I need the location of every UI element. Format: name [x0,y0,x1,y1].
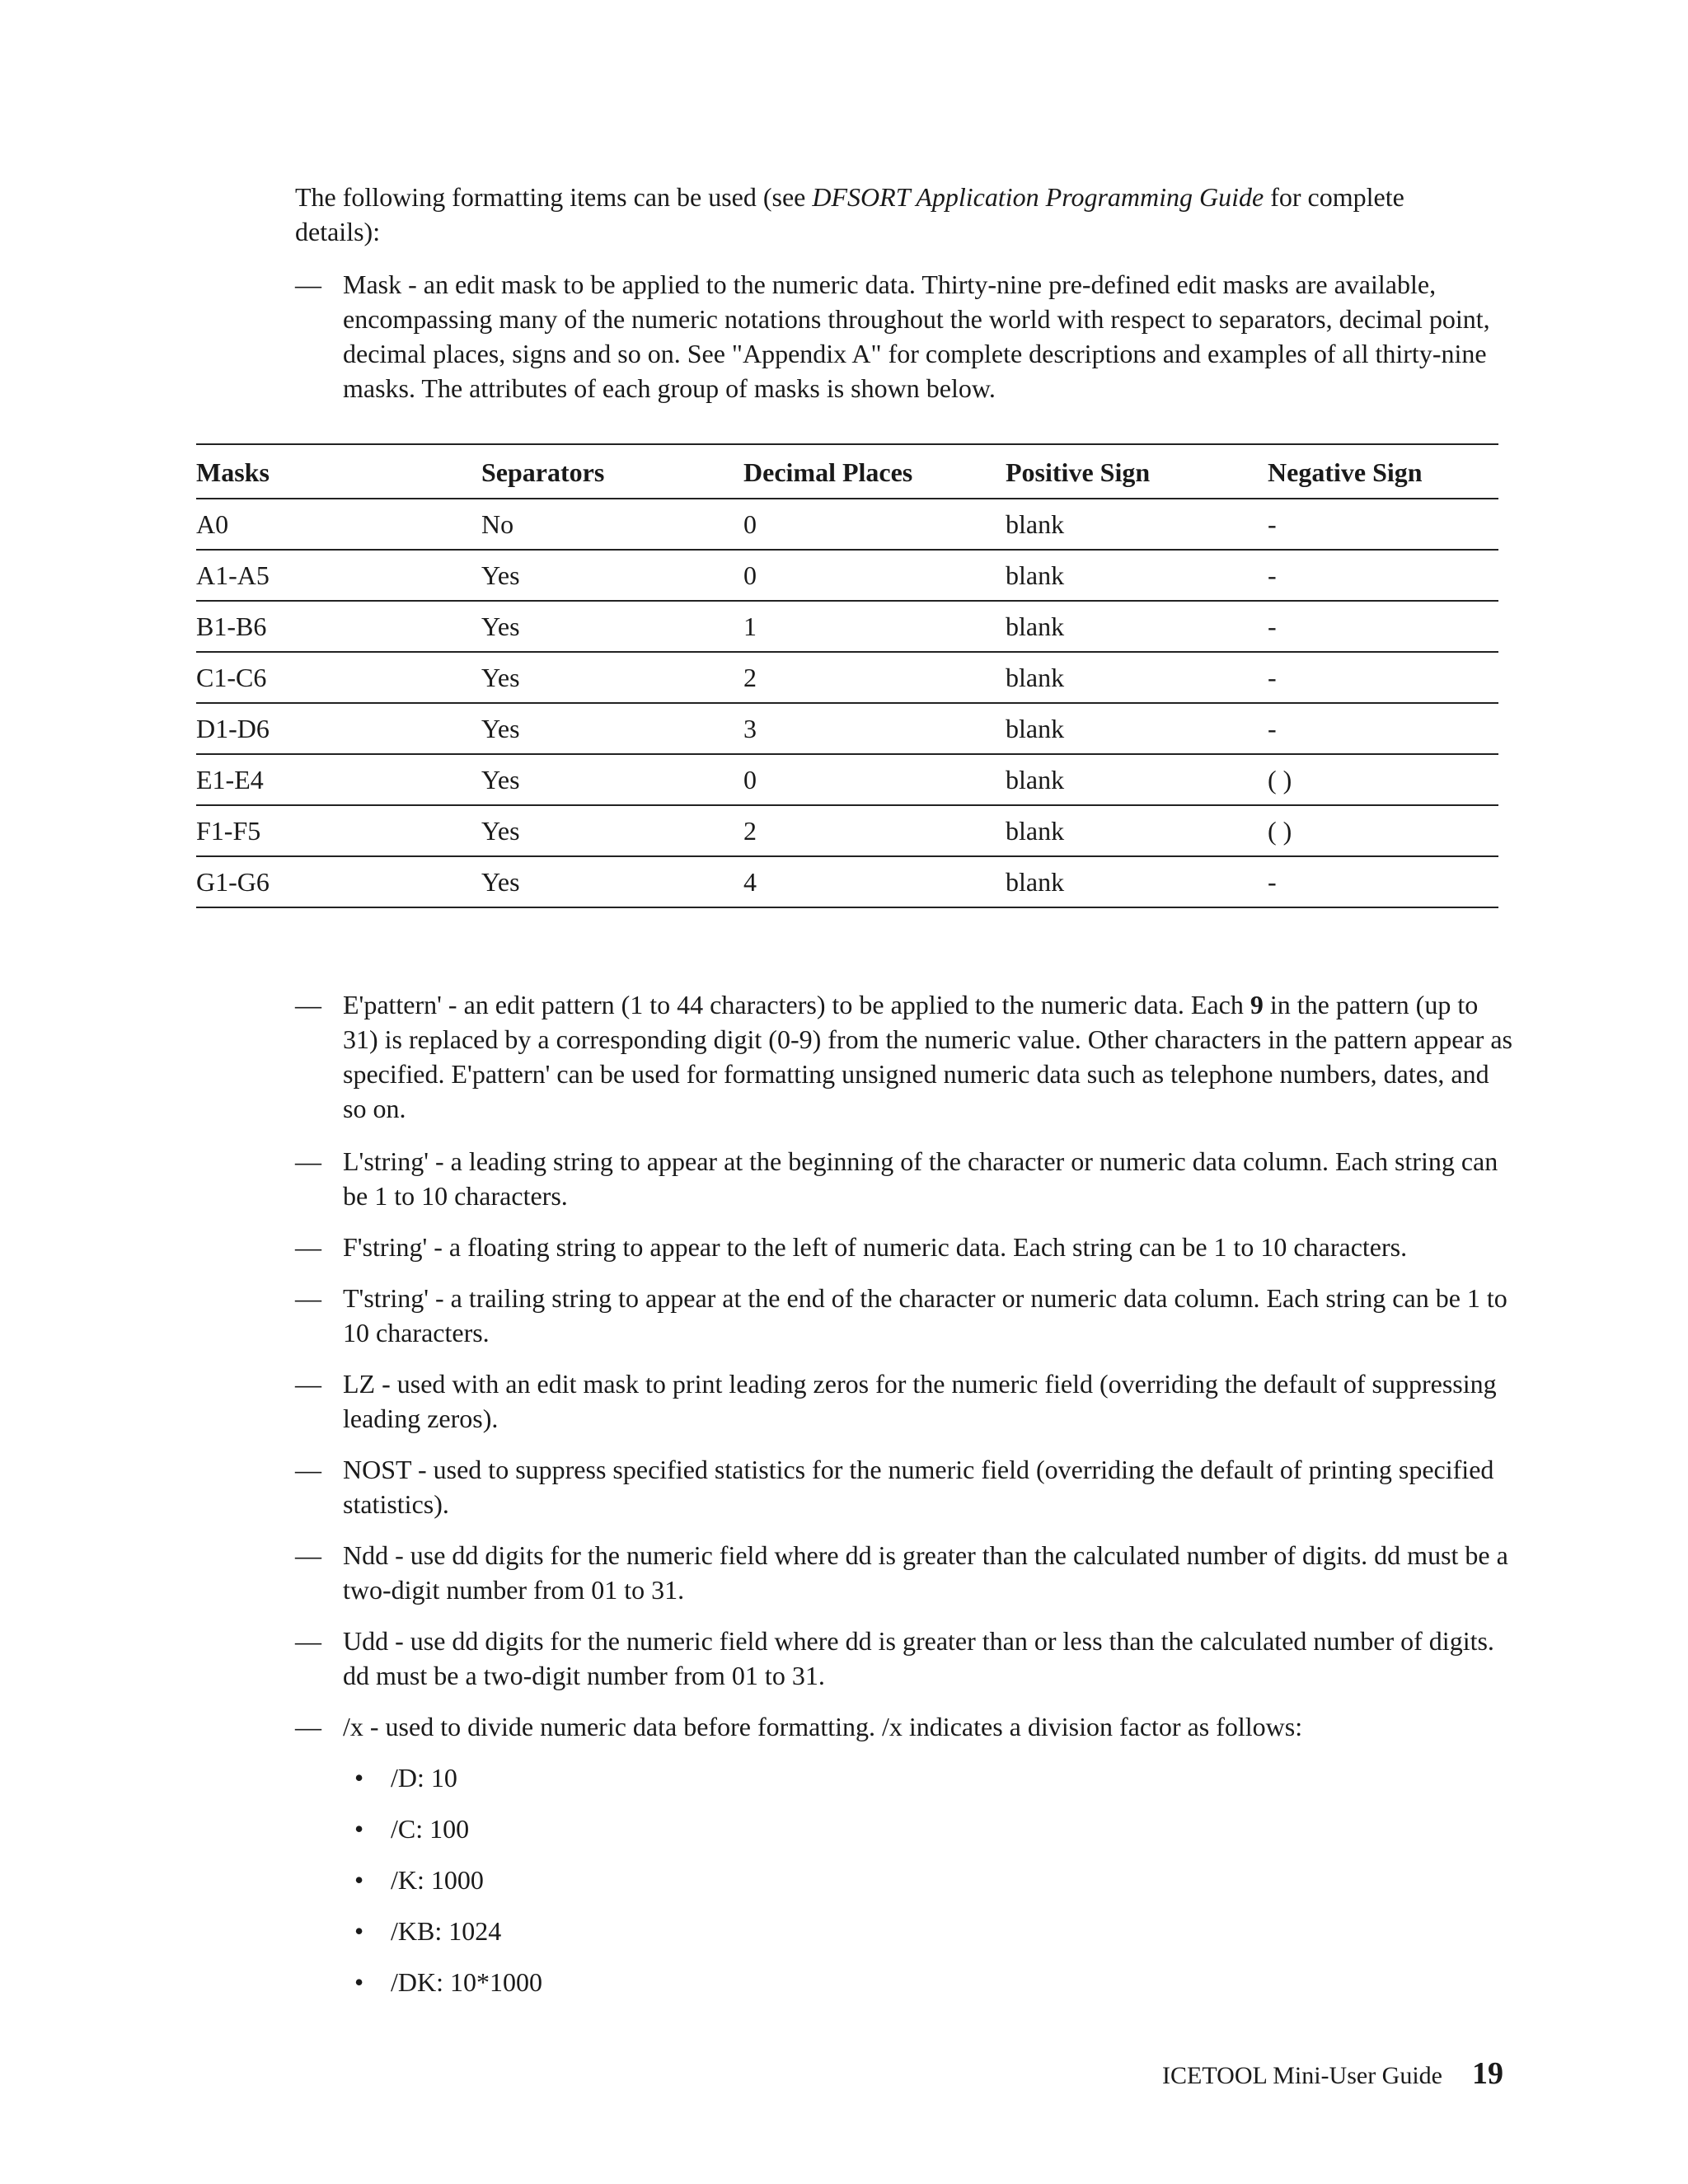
cell: blank [1006,652,1268,703]
list-item [354,1760,457,1795]
cell: 4 [743,856,1006,907]
cell: Yes [481,754,743,805]
cell: 2 [743,805,1006,856]
divisor-d: /D: 10 [391,1763,457,1793]
cell: - [1268,703,1498,754]
page-number: 19 [1472,2056,1503,2091]
header-separators: Separators [481,457,605,487]
table-row [196,550,1498,601]
cell: D1-D6 [196,703,481,754]
cell: G1-G6 [196,856,481,907]
header-masks: Masks [196,457,270,487]
dash-marker: — [295,1712,321,1741]
mask-description: Mask - an edit mask to be applied to the numeric data. Thirty-nine pre-defined edit masks are available, encompassing many of the numeric notations throughout the world with respect to separators, decimal point, decimal places, signs and so on. See "Appendix A" for complete descriptions and examples of all thirty-nine masks. The attributes of each group of masks is shown below. [343,269,1490,403]
divisor-k: /K: 1000 [391,1865,484,1895]
dash-marker: — [295,269,321,299]
cell: 3 [743,703,1006,754]
dash-marker: — [295,1146,321,1176]
page-footer [1162,2055,1503,2092]
mask-attributes-table [196,443,1498,908]
list-item [354,1863,484,1897]
cell: blank [1006,550,1268,601]
cell: A1-A5 [196,550,481,601]
bullet-icon: • [354,1916,364,1946]
epattern-text-a: E'pattern' - an edit pattern (1 to 44 characters) to be applied to the numeric data. Each [343,990,1250,1019]
cell: No [481,499,743,550]
cell: 0 [743,550,1006,601]
intro-text: The following formatting items can be used (see [295,182,813,212]
cell: blank [1006,754,1268,805]
cell: Yes [481,601,743,652]
list-item [354,1914,501,1948]
list-item-fstring [295,1230,1515,1264]
list-item-udd [295,1624,1515,1693]
cell: ( ) [1268,805,1498,856]
cell: blank [1006,499,1268,550]
tstring-description: T'string' - a trailing string to appear at the end of the character or numeric data column. Each string can be 1 to 10 characters. [343,1283,1507,1347]
epattern-text-b: in the pattern (up to 31) is replaced by a corresponding digit (0-9) from the numeric value. Other characters in the pattern appear as specified. E'pattern' can be used for formatting unsigned numeric data such as telephone numbers, dates, and so on. [343,990,1512,1123]
cell: 2 [743,652,1006,703]
table-row [196,652,1498,703]
list-item [354,1965,542,1999]
divx-description: /x - used to divide numeric data before formatting. /x indicates a division factor as follows: [343,1712,1303,1741]
cell: blank [1006,856,1268,907]
cell: - [1268,856,1498,907]
cell: F1-F5 [196,805,481,856]
table-row [196,856,1498,907]
cell: Yes [481,856,743,907]
list-item-mask [295,267,1515,405]
list-item-lz [295,1366,1515,1436]
cell: 0 [743,754,1006,805]
dash-marker: — [295,1626,321,1656]
divisor-c: /C: 100 [391,1814,470,1844]
dash-marker: — [295,1455,321,1484]
table-row [196,805,1498,856]
cell: blank [1006,601,1268,652]
guide-reference: DFSORT Application Programming Guide [812,182,1264,212]
lz-description: LZ - used with an edit mask to print leading zeros for the numeric field (overriding the default of suppressing leading zeros). [343,1369,1497,1433]
cell: 1 [743,601,1006,652]
cell: blank [1006,703,1268,754]
list-item-nost [295,1452,1515,1521]
list-item-lstring [295,1144,1515,1213]
bullet-icon: • [354,1814,364,1844]
epattern-description [343,987,1515,1126]
intro-paragraph [295,180,1490,249]
fstring-description: F'string' - a floating string to appear to the left of numeric data. Each string can be 1 to 10 characters. [343,1232,1408,1262]
cell: Yes [481,703,743,754]
bullet-icon: • [354,1967,364,1997]
table-row [196,703,1498,754]
cell: ( ) [1268,754,1498,805]
header-negative-sign: Negative Sign [1268,457,1423,487]
divisor-dk: /DK: 10*1000 [391,1967,542,1997]
bullet-icon: • [354,1865,364,1895]
dash-marker: — [295,990,321,1019]
header-positive-sign: Positive Sign [1006,457,1151,487]
dash-marker: — [295,1283,321,1313]
dash-marker: — [295,1232,321,1262]
list-item-tstring [295,1281,1515,1350]
cell: Yes [481,652,743,703]
list-item [354,1811,469,1846]
list-item-ndd [295,1538,1515,1607]
cell: 0 [743,499,1006,550]
cell: - [1268,601,1498,652]
list-item-epattern [295,987,1515,1126]
dash-marker: — [295,1540,321,1570]
udd-description: Udd - use dd digits for the numeric field where dd is greater than or less than the calculated number of digits. dd must be a two-digit number from 01 to 31. [343,1626,1494,1690]
cell: - [1268,550,1498,601]
table-header-row [196,444,1498,499]
cell: Yes [481,550,743,601]
intro-text-end: for complete details): [295,182,1404,246]
digit-placeholder: 9 [1250,990,1264,1019]
cell: - [1268,499,1498,550]
table-row [196,754,1498,805]
cell: - [1268,652,1498,703]
footer-title: ICETOOL Mini-User Guide [1162,2062,1442,2089]
cell: B1-B6 [196,601,481,652]
cell: blank [1006,805,1268,856]
cell: Yes [481,805,743,856]
lstring-description: L'string' - a leading string to appear at the beginning of the character or numeric data column. Each string can be 1 to 10 characters. [343,1146,1498,1211]
ndd-description: Ndd - use dd digits for the numeric field where dd is greater than the calculated number of digits. dd must be a two-digit number from 01 to 31. [343,1540,1508,1605]
bullet-icon: • [354,1763,364,1793]
cell: E1-E4 [196,754,481,805]
list-item-divx [295,1709,1515,1744]
divisor-kb: /KB: 1024 [391,1916,502,1946]
header-decimal-places: Decimal Places [743,457,913,487]
table-row [196,601,1498,652]
table-row [196,499,1498,550]
cell: C1-C6 [196,652,481,703]
nost-description: NOST - used to suppress specified statistics for the numeric field (overriding the default of printing specified statistics). [343,1455,1494,1519]
cell: A0 [196,499,481,550]
dash-marker: — [295,1369,321,1399]
